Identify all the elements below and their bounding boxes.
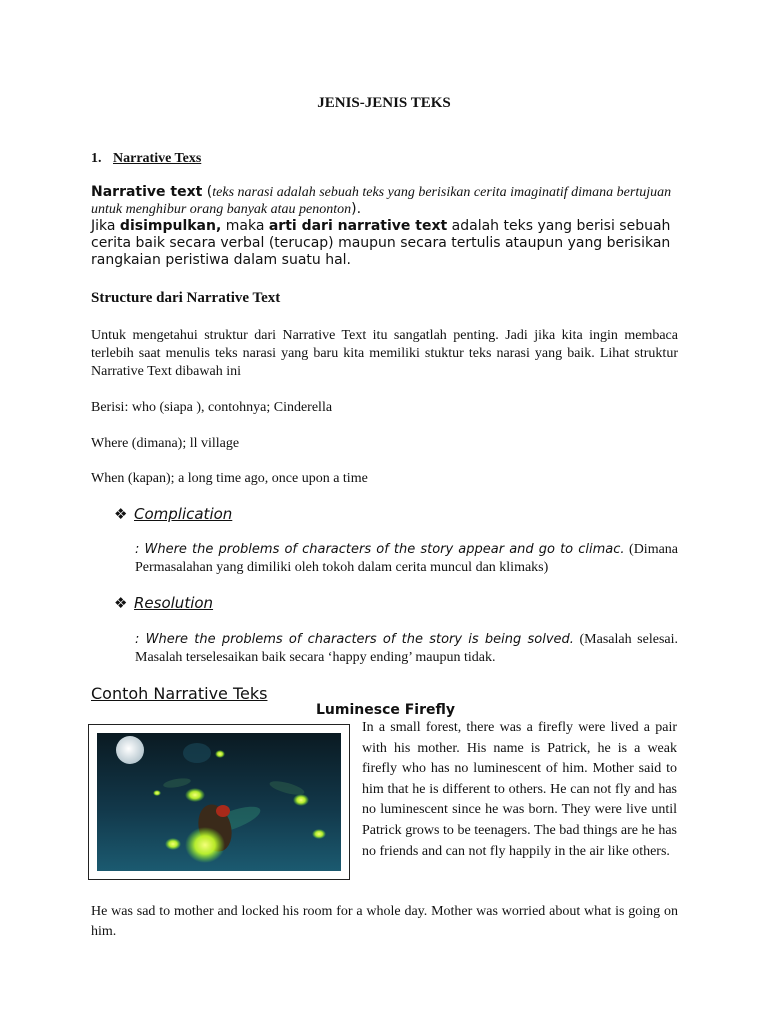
complication-indonesian: (Dimana Permasalahan yang dimiliki oleh tokoh dalam cerita muncul dan klimaks): [135, 542, 679, 575]
term-narrative-text: Narrative text: [91, 184, 203, 200]
definition-text: teks narasi adalah sebuah teks yang berisikan cerita imaginatif dimana bertujuan untuk menghibur orang banyak atau penonton: [91, 185, 672, 217]
structure-paragraph: Untuk mengetahui struktur dari Narrative Text itu sangatlah penting. Jadi jika kita ingin membaca terlebih saat menulis teks narasi yang baru kita memiliki stuktur teks narasi yang baik. Lihat struktur Narrative Text dibawah ini: [91, 328, 678, 379]
resolution-english: Where the problems of characters of the story is being solved.: [145, 632, 574, 647]
section-label: Narrative Texs: [113, 151, 202, 166]
complication-english: Where the problems of characters of the story appear and go to climac.: [144, 542, 625, 557]
firefly-illustration: [88, 724, 350, 880]
example-heading: Contoh Narrative Teks: [91, 684, 268, 703]
when-line: When (kapan); a long time ago, once upon a time: [91, 471, 368, 486]
document-title: JENIS-JENIS TEKS: [317, 95, 451, 111]
complication-label: Complication: [134, 505, 233, 523]
conclusion-bold-a: disimpulkan,: [119, 218, 222, 234]
diamond-bullet-icon: ❖: [114, 594, 128, 612]
section-number: 1.: [91, 151, 102, 166]
open-paren: (: [202, 184, 213, 200]
complication-colon: :: [135, 542, 145, 557]
berisi-line: Berisi: who (siapa ), contohnya; Cinderella: [91, 400, 333, 415]
resolution-text: [135, 631, 678, 667]
story-title: Luminesce Firefly: [316, 702, 456, 718]
conclusion-text-b: maka: [221, 218, 269, 234]
resolution-label: Resolution: [134, 594, 214, 612]
conclusion-text-a: Jika: [91, 218, 120, 234]
intro-paragraph: [91, 184, 691, 269]
resolution-indonesian: (Masalah selesai. Masalah terselesaikan baik secara ‘happy ending’ maupun tidak.: [135, 632, 678, 665]
story-continuation: He was sad to mother and locked his room for a whole day. Mother was worried about what is going on him.: [91, 904, 678, 939]
story-paragraph: In a small forest, there was a firefly were lived a pair with his mother. His name is Patrick, he is a weak firefly who has no luminescent of him. Mother said to him that he is different to others. He can not fly and has no luminescent since he was born. They were live until Patrick grows to be teenagers. The bad things are he has no friends and can not fly happily in the air like others.: [362, 720, 677, 859]
conclusion-text-c: adalah teks yang berisi sebuah cerita baik secara verbal (terucap) maupun secara tertulis ataupun yang berisikan rangkaian peristiwa dalam suatu hal.: [91, 218, 671, 268]
complication-heading: [114, 505, 232, 523]
resolution-heading: [114, 594, 213, 612]
complication-text: [135, 541, 678, 577]
section-heading-narrative: [91, 151, 201, 167]
resolution-colon: :: [135, 632, 146, 647]
firefly-night-image: [97, 733, 341, 871]
close-paren: ).: [351, 201, 362, 217]
structure-heading: Structure dari Narrative Text: [91, 290, 281, 306]
where-line: Where (dimana); ll village: [91, 436, 240, 451]
diamond-bullet-icon: ❖: [114, 505, 128, 523]
conclusion-bold-b: arti dari narrative text: [268, 218, 448, 234]
